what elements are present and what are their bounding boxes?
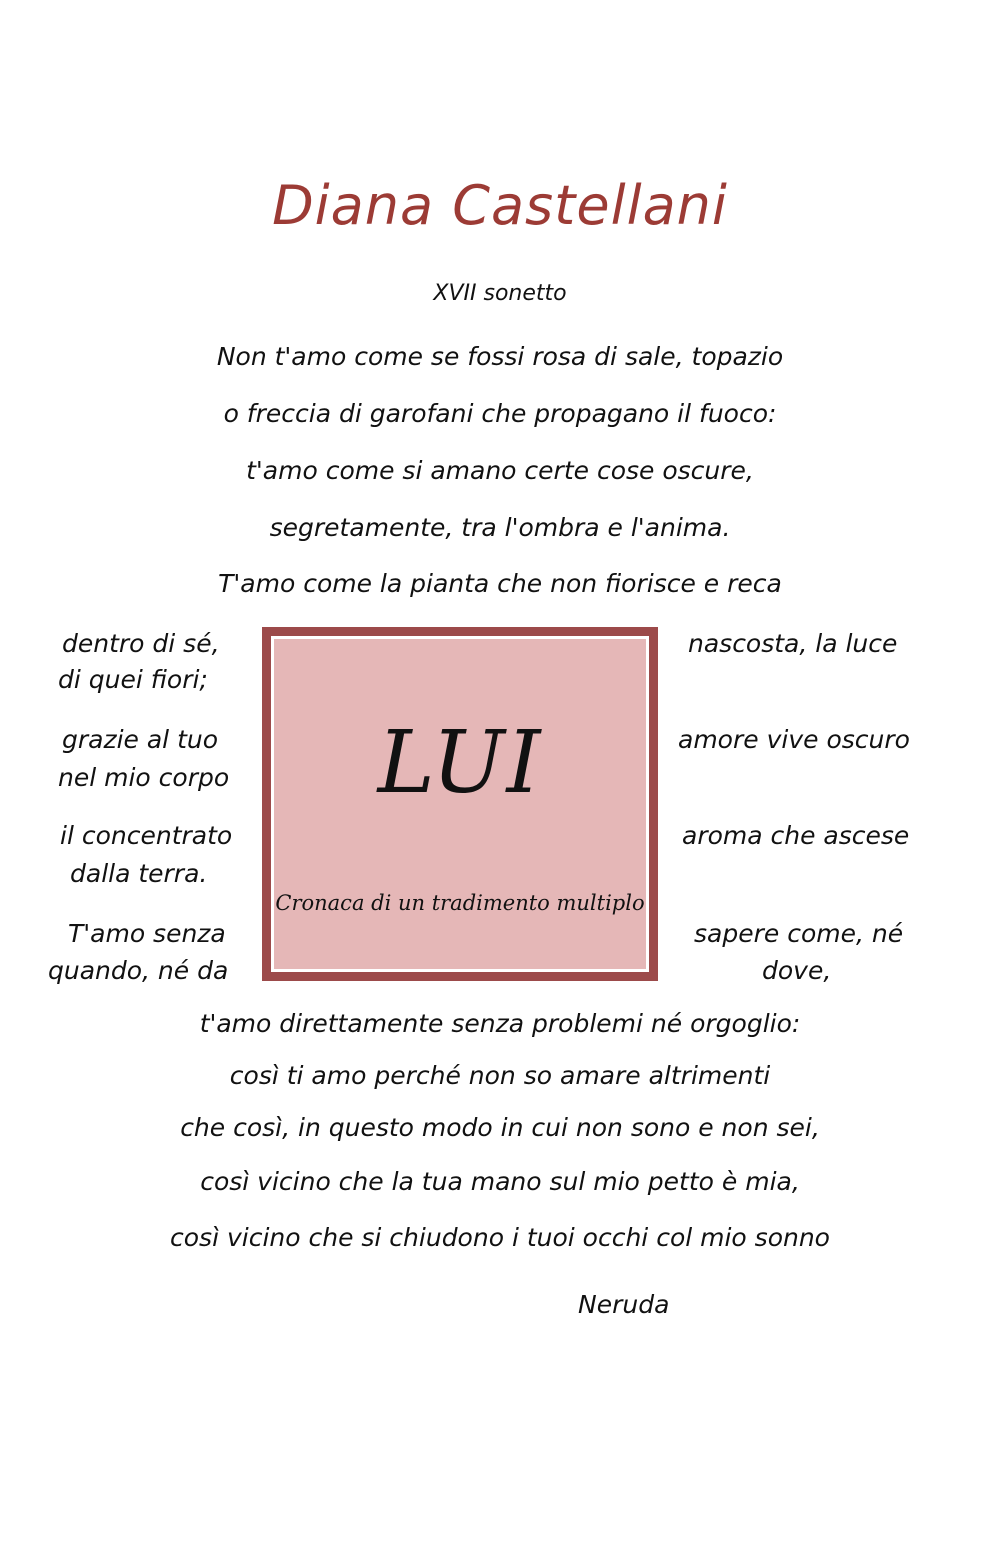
poem-line: grazie al tuo xyxy=(62,725,219,754)
poem-line: nascosta, la luce xyxy=(688,629,898,658)
book-cover-title: LUI xyxy=(377,713,543,813)
poem-line: il concentrato xyxy=(60,821,233,850)
poem-line: Non t'amo come se fossi rosa di sale, topazio xyxy=(216,342,784,371)
poem-line: amore vive oscuro xyxy=(678,725,910,754)
poem-line: aroma che ascese xyxy=(682,821,910,850)
poem-line: dove, xyxy=(762,956,832,985)
poem-line: segretamente, tra l'ombra e l'anima. xyxy=(269,513,731,542)
poem-line: dalla terra. xyxy=(70,859,208,888)
poem-line: nel mio corpo xyxy=(58,763,230,792)
poem-signature: Neruda xyxy=(578,1290,670,1319)
book-cover-image xyxy=(262,627,658,981)
poem-line: o freccia di garofani che propagano il fuoco: xyxy=(223,399,777,428)
poem-line: sapere come, né xyxy=(694,919,904,948)
poem-line: t'amo direttamente senza problemi né orgoglio: xyxy=(199,1009,801,1038)
poem-subtitle: XVII sonetto xyxy=(433,281,567,306)
book-cover-subtitle: Cronaca di un tradimento multiplo xyxy=(275,891,645,915)
poem-line: così ti amo perché non so amare altrimenti xyxy=(229,1061,771,1090)
poem-line: così vicino che la tua mano sul mio petto è mia, xyxy=(200,1167,800,1196)
poem-line: quando, né da xyxy=(48,956,229,985)
poem-line: T'amo come la pianta che non fiorisce e reca xyxy=(218,569,782,598)
book-cover-frame xyxy=(271,636,649,972)
poem-line: così vicino che si chiudono i tuoi occhi col mio sonno xyxy=(170,1223,830,1252)
page-title: Diana Castellani xyxy=(272,174,728,237)
poem-line: T'amo senza xyxy=(68,919,226,948)
poem-line: che così, in questo modo in cui non sono e non sei, xyxy=(180,1113,820,1142)
poem-line: t'amo come si amano certe cose oscure, xyxy=(246,456,754,485)
poem-line: di quei fiori; xyxy=(58,665,208,694)
poem-line: dentro di sé, xyxy=(62,629,220,658)
